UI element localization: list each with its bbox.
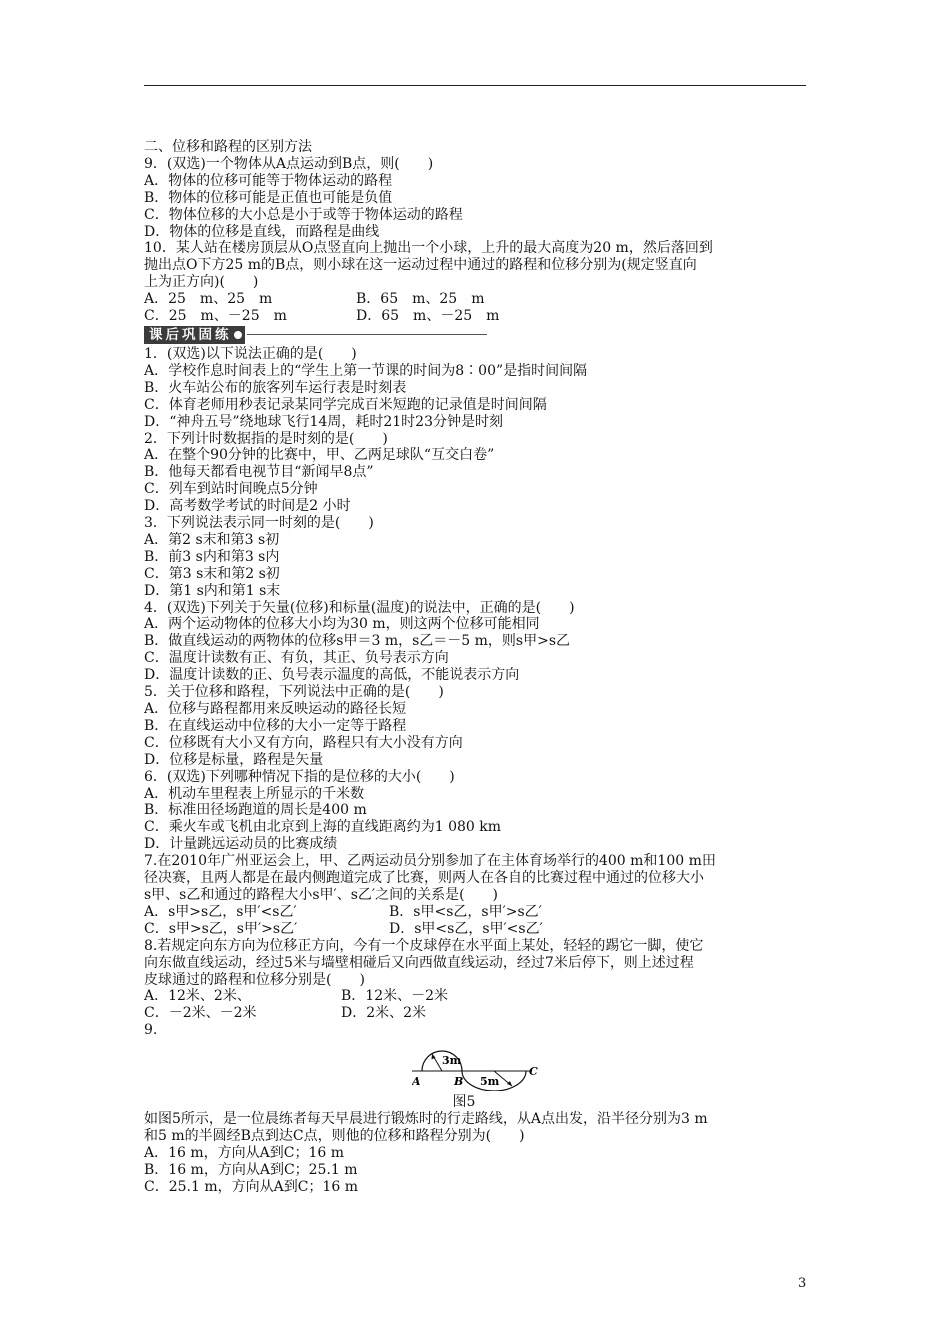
exercise-1-option-b: B．火车站公布的旅客列车运行表是时刻表 [144, 379, 407, 396]
question-10-option-b: B．65 m、25 m [356, 291, 485, 308]
figure-caption: 图5 [452, 1094, 476, 1111]
exercise-6-option-a: A．机动车里程表上所显示的千米数 [144, 785, 365, 802]
exercise-8-option-d: D．2米、2米 [341, 1005, 427, 1022]
exercise-9-stem-line1: 如图5所示，是一位晨练者每天早晨进行锻炼时的行走路线，从A点出发，沿半径分别为3 m [144, 1111, 708, 1128]
question-10-option-a: A．25 m、25 m [144, 291, 273, 308]
exercise-7-stem-line3: s甲、s乙和通过的路程大小s甲′、s乙′之间的关系是( ) [144, 886, 499, 903]
exercise-5-stem: 5．关于位移和路程，下列说法中正确的是( ) [144, 684, 444, 701]
exercise-2-option-a: A．在整个90分钟的比赛中，甲、乙两足球队“互交白卷” [144, 447, 495, 464]
exercise-3-option-d: D．第1 s内和第1 s末 [144, 582, 281, 599]
question-9-option-c: C．物体位移的大小总是小于或等于物体运动的路程 [144, 206, 463, 223]
question-9-option-d: D．物体的位移是直线，而路程是曲线 [144, 223, 380, 240]
exercise-4-option-b: B．做直线运动的两物体的位移s甲＝3 m，s乙＝－5 m，则s甲>s乙 [144, 633, 571, 650]
exercise-9-option-a: A．16 m，方向从A到C；16 m [144, 1144, 345, 1161]
exercise-6-option-b: B．标准田径场跑道的周长是400 m [144, 802, 367, 819]
exercise-9-stem-line2: 和5 m的半圆经B点到达C点，则他的位移和路程分别为( ) [144, 1127, 525, 1144]
exercise-4-option-d: D．温度计读数的正、负号表示温度的高低，不能说表示方向 [144, 667, 520, 684]
exercise-2-option-c: C．列车到站时间晚点5分钟 [144, 481, 318, 498]
section-heading: 二、位移和路程的区别方法 [144, 139, 312, 155]
exercise-9-option-c: C．25.1 m，方向从A到C；16 m [144, 1178, 358, 1195]
point-a-label: A [412, 1075, 421, 1089]
document-body [144, 139, 814, 1196]
exercise-5-option-c: C．位移既有大小又有方向，路程只有大小没有方向 [144, 734, 463, 751]
label-5m: 5m [480, 1075, 500, 1089]
exercise-1-option-c: C．体育老师用秒表记录某同学完成百米短跑的记录值是时间间隔 [144, 396, 547, 413]
exercise-8-options-row2 [144, 1005, 814, 1022]
point-c-label: C [529, 1065, 538, 1079]
exercise-7-option-b: B．s甲<s乙，s甲′>s乙′ [389, 903, 542, 920]
exercise-8-option-c: C．－2米、－2米 [144, 1005, 257, 1022]
exercise-6-option-d: D．计量跳远运动员的比赛成绩 [144, 836, 338, 853]
banner-dot-icon [234, 331, 242, 339]
exercise-8-stem-line2: 向东做直线运动，经过5米与墙壁相碰后又向西做直线运动，经过7米后停下，则上述过程 [144, 954, 694, 971]
exercise-9-number: 9. [144, 1022, 158, 1039]
exercise-7-option-d: D．s甲<s乙，s甲′<s乙′ [389, 920, 543, 937]
question-10-stem-line3: 上为正方向)( ) [144, 274, 259, 291]
banner-label-box [144, 326, 245, 344]
exercise-7-stem-line1: 7.在2010年广州亚运会上，甲、乙两运动员分别参加了在主体育场举行的400 m和100 m田 [144, 853, 716, 870]
exercise-5-option-d: D．位移是标量，路程是矢量 [144, 751, 324, 768]
exercise-2-option-b: B．他每天都看电视节目“新闻早8点” [144, 464, 374, 481]
question-10-options-row1 [144, 291, 814, 308]
exercise-1-stem: 1．(双选)以下说法正确的是( ) [144, 345, 357, 362]
exercise-1-option-d: D．“神舟五号”绕地球飞行14周，耗时21时23分钟是时刻 [144, 413, 503, 430]
question-10-stem-line2: 抛出点O下方25 m的B点，则小球在这一运动过程中通过的路程和位移分别为(规定竖直向 [144, 257, 697, 274]
question-9-option-b: B．物体的位移可能是正值也可能是负值 [144, 189, 393, 206]
exercise-3-option-c: C．第3 s末和第2 s初 [144, 565, 280, 582]
exercise-7-option-c: C．s甲>s乙，s甲′>s乙′ [144, 920, 298, 937]
exercise-7-options-row2 [144, 921, 814, 938]
exercise-2-stem: 2．下列计时数据指的是时刻的是( ) [144, 430, 388, 447]
exercise-3-option-a: A．第2 s末和第3 s初 [144, 531, 280, 548]
question-10-option-c: C．25 m、－25 m [144, 308, 287, 325]
exercise-6-stem: 6．(双选)下列哪种情况下指的是位移的大小( ) [144, 768, 455, 785]
banner-label: 课后巩固练 [149, 326, 232, 343]
exercise-5-option-a: A．位移与路程都用来反映运动的路径长短 [144, 701, 407, 717]
point-b-label: B [454, 1075, 464, 1089]
label-3m: 3m [442, 1054, 462, 1068]
exercise-8-stem-line3: 皮球通过的路程和位移分别是( ) [144, 971, 365, 988]
exercise-8-option-a: A．12米、2米、 [144, 988, 251, 1005]
exercise-4-stem: 4．(双选)下列关于矢量(位移)和标量(温度)的说法中，正确的是( ) [144, 599, 575, 616]
large-radius-arrowhead [507, 1081, 512, 1086]
question-10-stem-line1: 10．某人站在楼房顶层从O点竖直向上抛出一个小球，上升的最大高度为20 m，然后落回到 [144, 240, 713, 257]
figure-5 [144, 1043, 814, 1091]
exercise-3-stem: 3．下列说法表示同一时刻的是( ) [144, 515, 374, 532]
exercise-9-option-b: B．16 m，方向从A到C；25.1 m [144, 1161, 358, 1178]
exercise-3-option-b: B．前3 s内和第3 s内 [144, 548, 280, 565]
semicircle-path-diagram [412, 1043, 552, 1091]
question-10-option-d: D．65 m、－25 m [356, 308, 500, 325]
header-rule [144, 85, 806, 86]
exercise-5-option-b: B．在直线运动中位移的大小一定等于路程 [144, 717, 407, 734]
question-10-options-row2 [144, 308, 814, 325]
exercise-4-option-a: A．两个运动物体的位移大小均为30 m，则这两个位移可能相同 [144, 616, 540, 633]
exercise-1-option-a: A．学校作息时间表上的“学生上第一节课的时间为8∶00”是指时间间隔 [144, 362, 588, 379]
exercise-7-stem-line2: 径决赛，且两人都是在最内侧跑道完成了比赛，则两人在各自的比赛过程中通过的位移大小 [144, 870, 704, 887]
exercise-4-option-c: C．温度计读数有正、有负，其正、负号表示方向 [144, 650, 449, 667]
page-number: 3 [798, 1276, 807, 1291]
exercise-6-option-c: C．乘火车或飞机由北京到上海的直线距离约为1 080 km [144, 819, 501, 836]
exercise-8-option-b: B．12米、－2米 [341, 988, 449, 1005]
exercise-7-options-row1 [144, 904, 814, 921]
exercise-8-stem-line1: 8.若规定向东方向为位移正方向，今有一个皮球停在水平面上某处，轻轻的踢它一脚，使它 [144, 937, 704, 954]
banner-rule [247, 334, 487, 335]
question-9-stem: 9．(双选)一个物体从A点运动到B点，则( ) [144, 155, 434, 172]
section-banner [144, 326, 814, 344]
exercise-2-option-d: D．高考数学考试的时间是2 小时 [144, 498, 351, 515]
question-9-option-a: A．物体的位移可能等于物体运动的路程 [144, 172, 393, 189]
exercise-7-option-a: A．s甲>s乙，s甲′<s乙′ [144, 903, 297, 920]
exercise-8-options-row1 [144, 988, 814, 1005]
